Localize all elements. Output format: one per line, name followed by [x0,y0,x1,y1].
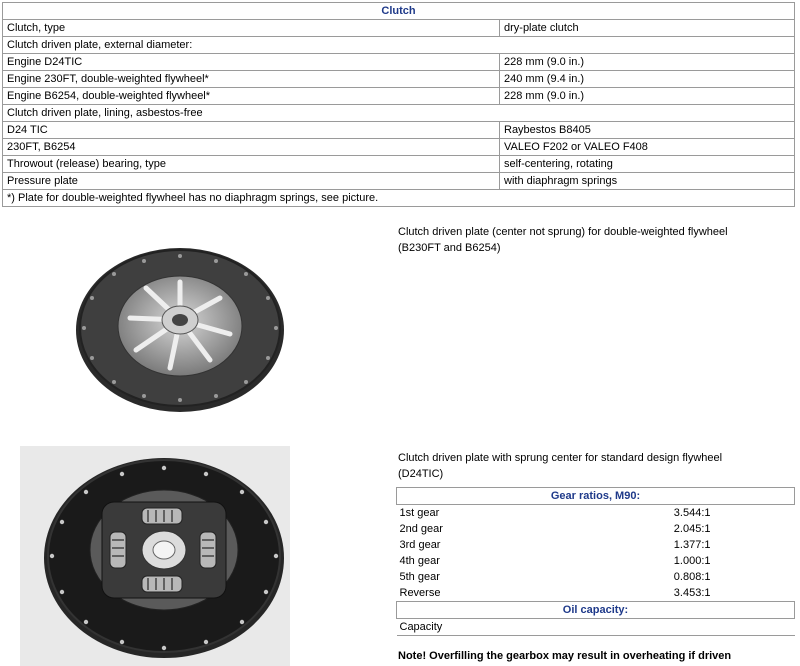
row-label: Engine B6254, double-weighted flywheel* [3,88,500,105]
gear-label: 1st gear [399,507,440,519]
gear-label: 3rd gear [399,539,441,551]
table-row [3,156,795,173]
gear-label: 4th gear [399,555,440,567]
gear-ratio: 3.453:1 [673,587,711,599]
table-row [397,505,795,522]
row-label: Throwout (release) bearing, type [3,156,500,173]
gear-label: Reverse [399,587,441,599]
row-value: VALEO F202 or VALEO F408 [500,139,795,156]
row-label: D24 TIC [3,122,500,139]
row-label: Clutch, type [3,20,500,37]
caption-double-weighted-plate [398,224,778,256]
clutch-spec-table [2,2,795,207]
gear-table-title: Gear ratios, M90: [397,488,795,505]
row-value: dry-plate clutch [500,20,795,37]
table-row [397,585,795,602]
caption-line: (D24TIC) [398,468,444,480]
gear-ratio: 2.045:1 [673,523,711,535]
caption-line: Clutch driven plate with sprung center for standard design flywheel [398,452,723,464]
caption-line: Clutch driven plate (center not sprung) for double-weighted flywheel [398,226,728,238]
row-value: Raybestos B8405 [500,122,795,139]
clutch-plate-not-sprung-image [70,238,290,418]
caption-line: (B230FT and B6254) [398,242,501,254]
row-value: with diaphragm springs [500,173,795,190]
overfill-note: Note! Overfilling the gearbox may result in overheating if driven [398,650,732,662]
table-row [397,521,795,537]
table-row [3,88,795,105]
clutch-plate-sprung-image [20,446,290,666]
caption-sprung-plate [398,450,778,482]
table-row [3,37,795,54]
table-row [397,619,795,636]
table-row [3,139,795,156]
gear-ratio: 1.377:1 [673,539,711,551]
table-row [3,20,795,37]
row-label: Engine D24TIC [3,54,500,71]
table-row [397,569,795,585]
table-row [3,190,795,207]
gear-ratio: 0.808:1 [673,571,711,583]
gear-ratio: 3.544:1 [673,507,711,519]
row-value: 228 mm (9.0 in.) [500,54,795,71]
row-label: 230FT, B6254 [3,139,500,156]
table-row [397,537,795,553]
table-row [3,105,795,122]
row-label: Engine 230FT, double-weighted flywheel* [3,71,500,88]
table-row [3,122,795,139]
oil-table-title: Oil capacity: [397,602,795,619]
table-row [3,71,795,88]
gear-ratio: 1.000:1 [673,555,711,567]
gear-label: 2nd gear [399,523,443,535]
capacity-label: Capacity [397,619,795,636]
row-label: Clutch driven plate, external diameter: [3,37,795,54]
row-value: self-centering, rotating [500,156,795,173]
gear-ratios-table [396,487,795,636]
table-title: Clutch [3,3,795,20]
gear-label: 5th gear [399,571,440,583]
footnote: *) Plate for double-weighted flywheel has no diaphragm springs, see picture. [3,190,795,207]
table-row [3,173,795,190]
row-label: Pressure plate [3,173,500,190]
table-row [397,553,795,569]
table-row [3,54,795,71]
row-value: 240 mm (9.4 in.) [500,71,795,88]
row-value: 228 mm (9.0 in.) [500,88,795,105]
row-label: Clutch driven plate, lining, asbestos-free [3,105,795,122]
